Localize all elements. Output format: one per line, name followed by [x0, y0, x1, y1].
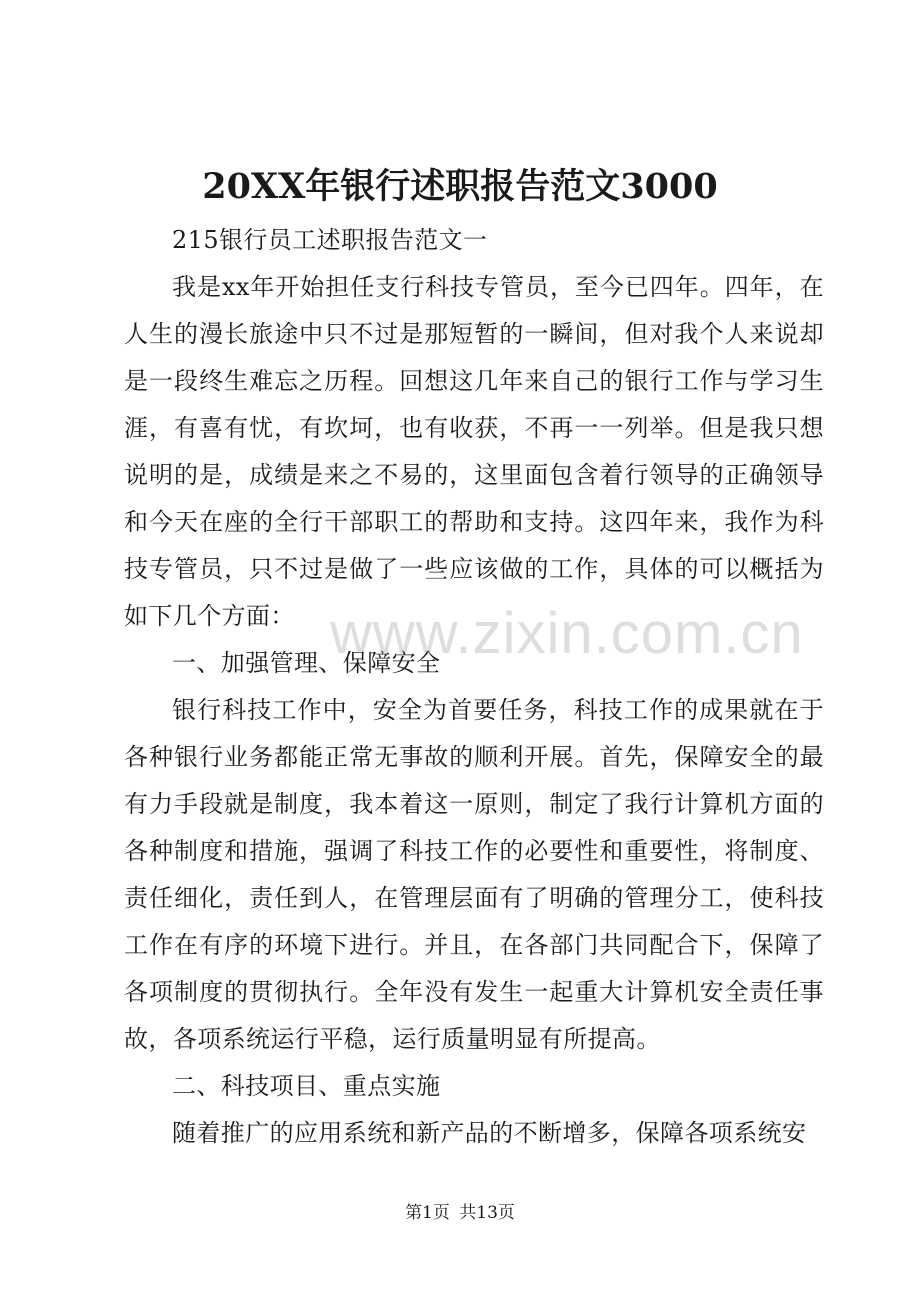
body-paragraph: 我是xx年开始担任支行科技专管员，至今已四年。四年，在人生的漫长旅途中只不过是那短暂的一瞬间，但对我个人来说却是一段终生难忘之历程。回想这几年来自己的银行工作与学习生涯，有喜有忧，有坎坷，也有收获，不再一一列举。但是我只想说明的是，成绩是来之不易的，这里面包含着行领导的正确领导和今天在座的全行干部职工的帮助和支持。这四年来，我作为科技专管员，只不过是做了一些应该做的工作，具体的可以概括为如下几个方面：	[124, 273, 824, 630]
section-heading: 一、加强管理、保障安全	[172, 649, 441, 677]
document-subtitle: 215银行员工述职报告范文一	[172, 226, 488, 254]
page-total: 共13页	[459, 1203, 515, 1223]
document-title: 20XX年银行述职报告范文3000	[202, 166, 718, 207]
page-number: 第1页	[405, 1203, 450, 1223]
page-footer	[0, 1201, 920, 1225]
body-paragraph: 随着推广的应用系统和新产品的不断增多，保障各项系统安	[172, 1119, 807, 1147]
document-body	[124, 217, 824, 1157]
body-paragraph: 银行科技工作中，安全为首要任务，科技工作的成果就在于各种银行业务都能正常无事故的顺利开展。首先，保障安全的最有力手段就是制度，我本着这一原则，制定了我行计算机方面的各种制度和措施，强调了科技工作的必要性和重要性，将制度、责任细化，责任到人，在管理层面有了明确的管理分工，使科技工作在有序的环境下进行。并且，在各部门共同配合下，保障了各项制度的贯彻执行。全年没有发生一起重大计算机安全责任事故，各项系统运行平稳，运行质量明显有所提高。	[124, 696, 824, 1053]
watermark: www.zixin.com.cn	[330, 601, 804, 666]
section-heading: 二、科技项目、重点实施	[172, 1072, 441, 1100]
